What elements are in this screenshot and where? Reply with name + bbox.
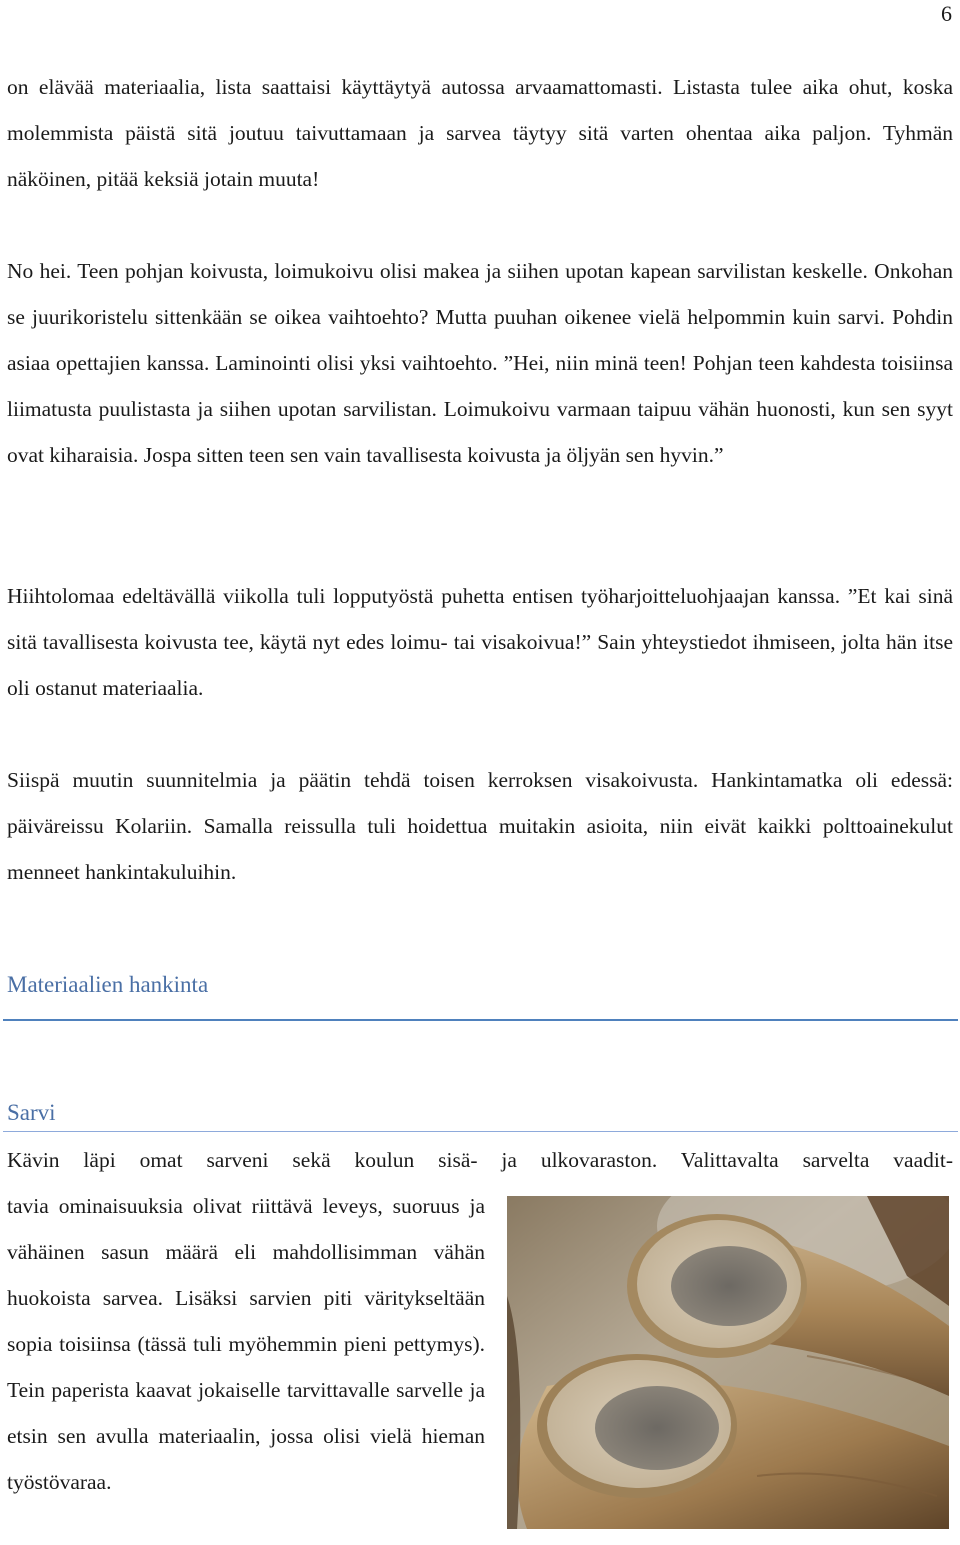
antler-photo (507, 1196, 949, 1529)
page-number: 6 (941, 1, 952, 26)
paragraph: No hei. Teen pohjan koivusta, loimukoivu olisi makea ja siihen upotan kapean sarvilistan keskelle. Onkohan se juurikoristelu sittenkään se oikea vaihtoehto? Mutta puuhan oikenee vielä helpommin kuin sarvi. Pohdin asiaa opettajien kanssa. Laminointi olisi yksi vaihtoehto. ”Hei, niin minä teen! Pohjan teen kahdesta toisiinsa liimatusta puulistasta ja siihen upotan sarvilistan. Loimukoivu varmaan taipuu vähän huonosti, kun sen syyt ovat kiharaisia. Jospa sitten teen sen vain tavallisesta koivusta ja öljyän sen hyvin.” (7, 259, 953, 467)
subheading-divider (3, 1131, 958, 1132)
paragraph-wrapped: tavia ominaisuuksia olivat riittävä leveys, suoruus ja vähäinen sasun määrä eli mahdollisimman vähän huokoista sarvea. Lisäksi sarvien piti väritykseltään sopia toisiinsa (tässä tuli myöhemmin pieni pettymys). Tein paperista kaavat jokaiselle tarvittavalle sarvelle ja etsin sen avulla materiaalin, jossa olisi vielä hieman työstövaraa. (7, 1194, 485, 1494)
paragraph: on elävää materiaalia, lista saattaisi käyttäytyä autossa arvaamattomasti. Listasta tulee aika ohut, koska molemmista päistä sitä joutuu taivuttamaan ja sarvea täytyy sitä varten ohentaa aika paljon. Tyhmän näköinen, pitää keksiä jotain muuta! (7, 75, 953, 191)
paragraph: Hiihtolomaa edeltävällä viikolla tuli lopputyöstä puhetta entisen työharjoitteluohjaajan kanssa. ”Et kai sinä sitä tavallisesta koivusta tee, käytä nyt edes loimu- tai visakoivua!” Sain yhteystiedot ihmiseen, jolta hän itse oli ostanut materiaalia. (7, 584, 953, 700)
paragraph: Siispä muutin suunnitelmia ja päätin tehdä toisen kerroksen visakoivusta. Hankintamatka oli edessä: päiväreissu Kolariin. Samalla reissulla tuli hoidettua muitakin asioita, niin eivät kaikki polttoainekulut menneet hankintakuluihin. (7, 768, 953, 884)
paragraph-first-line: Kävin läpi omat sarveni sekä koulun sisä- ja ulkovaraston. Valittavalta sarvelta vaadit- (7, 1148, 953, 1172)
subsection-heading-antler: Sarvi (7, 1100, 56, 1125)
heading-divider (3, 1019, 958, 1021)
section-heading-materials: Materiaalien hankinta (7, 972, 209, 997)
